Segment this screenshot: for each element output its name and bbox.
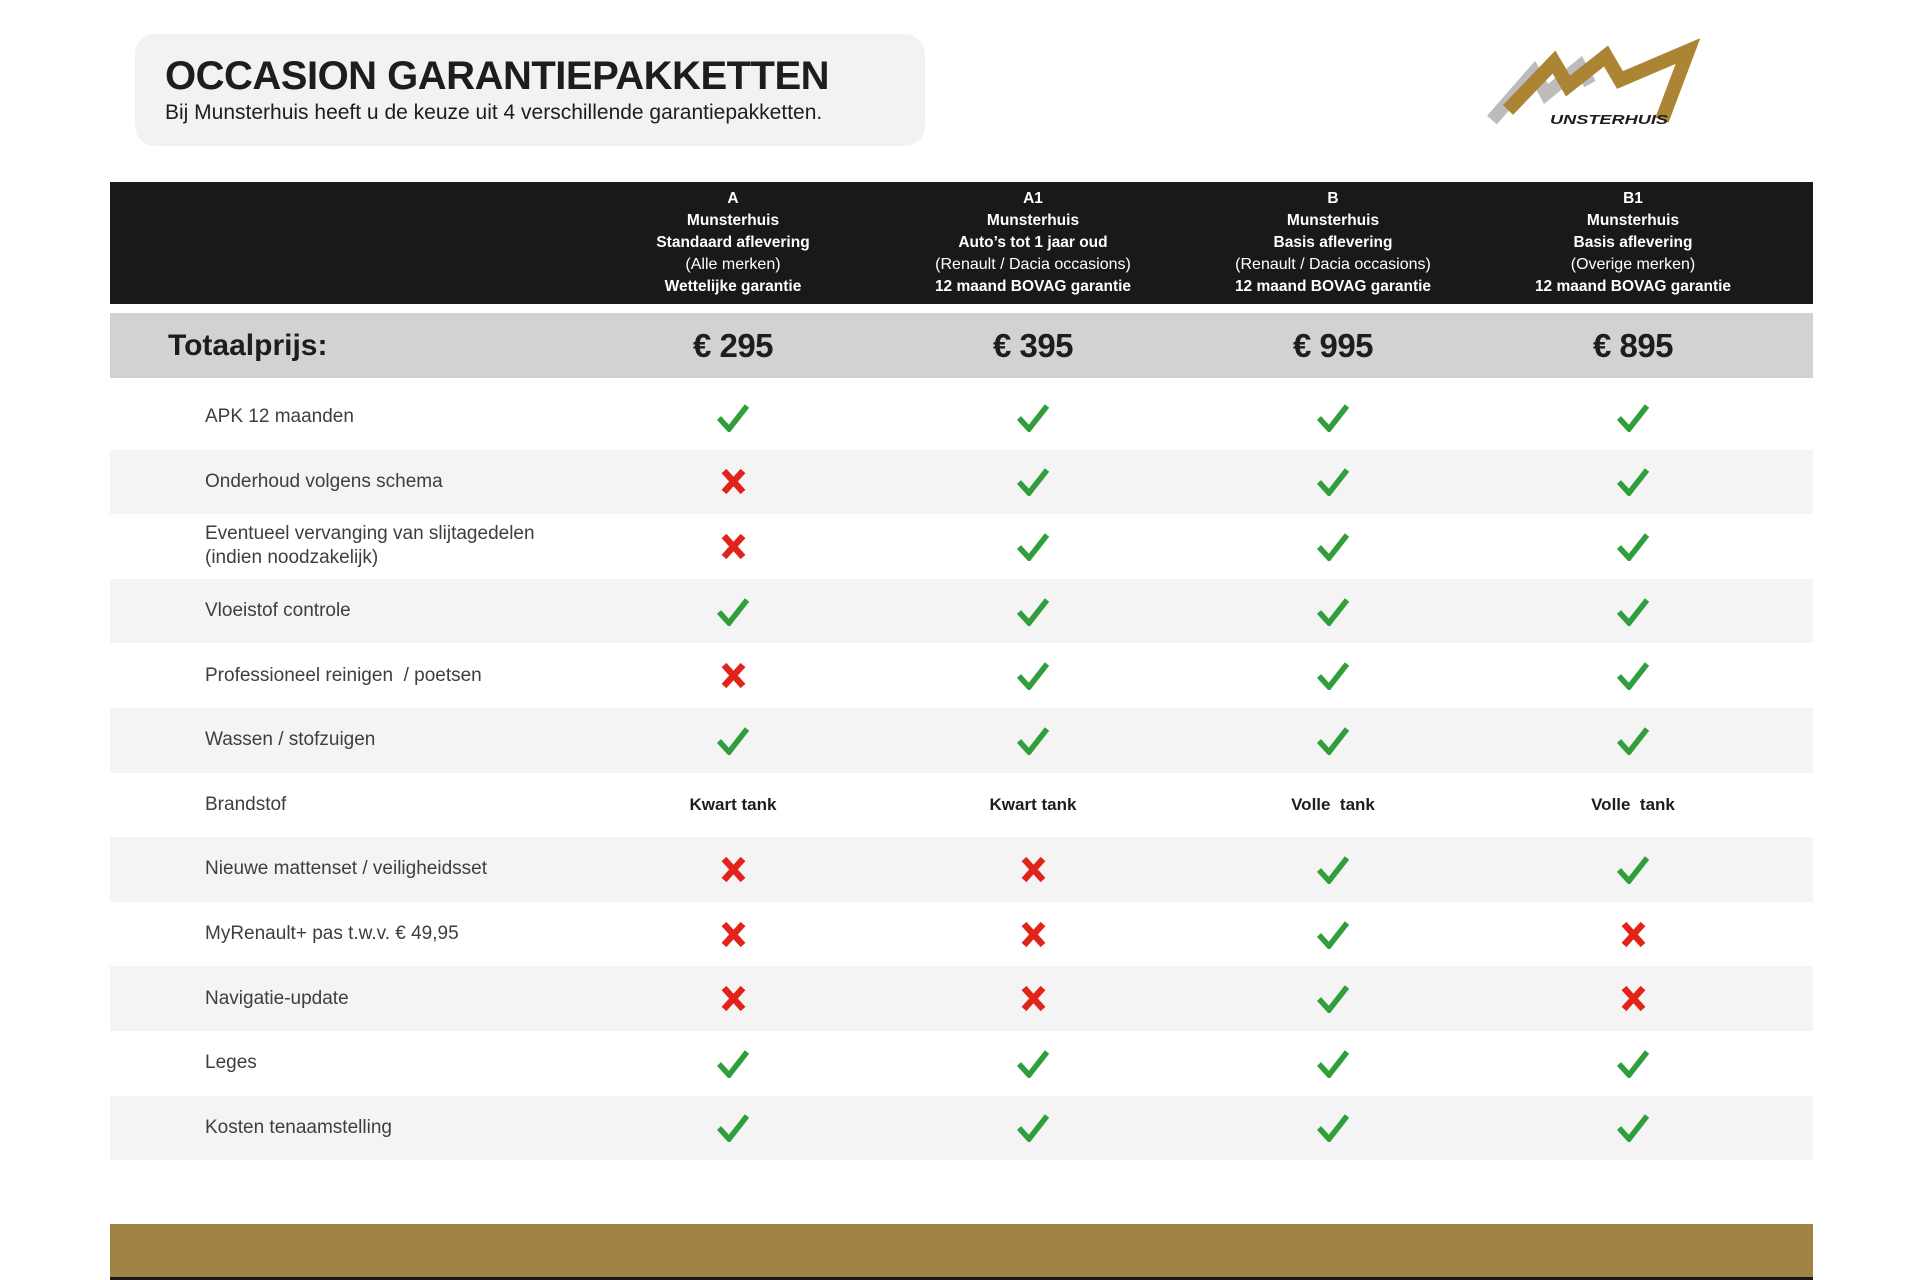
mark-cell	[1483, 1031, 1783, 1096]
feature-row	[110, 643, 1813, 708]
text-value: Volle tank	[1591, 794, 1675, 814]
mark-cell	[883, 1031, 1183, 1096]
feature-row	[110, 450, 1813, 515]
check-icon	[1615, 467, 1651, 496]
check-icon	[715, 403, 751, 432]
package-header-line: 12 maand BOVAG garantie	[934, 278, 1132, 295]
page-title: OCCASION GARANTIEPAKKETTEN	[165, 54, 830, 98]
package-header-line: Auto’s tot 1 jaar oud	[958, 234, 1108, 251]
table-header	[110, 182, 1813, 304]
cross-icon	[1020, 985, 1047, 1012]
mark-cell	[1183, 1031, 1483, 1096]
package-header-line: Basis aflevering	[1573, 234, 1693, 251]
mark-cell	[583, 902, 883, 967]
mark-cell	[883, 966, 1183, 1031]
feature-label: Brandstof	[205, 793, 287, 815]
cross-icon	[1620, 921, 1647, 948]
package-header-line: (Renault / Dacia occasions)	[935, 256, 1131, 273]
check-icon	[1315, 597, 1351, 626]
feature-row	[110, 902, 1813, 967]
feature-label: APK 12 maanden	[205, 406, 354, 428]
mark-cell	[1483, 450, 1783, 515]
feature-label: Wassen / stofzuigen	[205, 729, 376, 751]
check-icon	[1315, 661, 1351, 690]
package-header-line: B1	[1623, 190, 1643, 207]
feature-row	[110, 514, 1813, 579]
check-icon	[1315, 467, 1351, 496]
check-icon	[1015, 726, 1051, 755]
mark-cell	[883, 450, 1183, 515]
mark-cell	[1183, 643, 1483, 708]
mark-cell	[883, 514, 1183, 579]
mark-cell	[883, 902, 1183, 967]
mark-cell	[1483, 385, 1783, 450]
package-column-A	[583, 182, 883, 304]
mark-cell	[1183, 1096, 1483, 1161]
check-icon	[1315, 1113, 1351, 1142]
mark-cell	[883, 773, 1183, 838]
mark-cell	[583, 966, 883, 1031]
check-icon	[1315, 403, 1351, 432]
cross-icon	[1620, 985, 1647, 1012]
text-value: Volle tank	[1291, 794, 1375, 814]
package-header-line: A	[727, 190, 739, 207]
mark-cell	[583, 837, 883, 902]
check-icon	[1315, 920, 1351, 949]
package-header-line: (Renault / Dacia occasions)	[1235, 256, 1431, 273]
mark-cell	[883, 643, 1183, 708]
munsterhuis-logo	[1492, 48, 1722, 128]
cross-icon	[720, 856, 747, 883]
mark-cell	[883, 385, 1183, 450]
mark-cell	[1483, 837, 1783, 902]
price-value: € 395	[992, 327, 1074, 364]
check-icon	[1315, 855, 1351, 884]
check-icon	[1615, 597, 1651, 626]
text-value: Kwart tank	[689, 794, 777, 814]
cross-icon	[720, 985, 747, 1012]
package-column-B1	[1483, 182, 1783, 304]
check-icon	[1615, 661, 1651, 690]
feature-label: Eventueel vervanging van slijtagedelen (indien noodzakelijk)	[205, 523, 535, 569]
mark-cell	[583, 643, 883, 708]
mark-cell	[1183, 450, 1483, 515]
mark-cell	[1483, 1096, 1783, 1161]
page-subtitle: Bij Munsterhuis heeft u de keuze uit 4 verschillende garantiepakketten.	[165, 101, 823, 124]
feature-label: MyRenault+ pas t.w.v. € 49,95	[205, 923, 459, 945]
package-header-line: Munsterhuis	[986, 212, 1080, 229]
package-column-B	[1183, 182, 1483, 304]
text-value: Kwart tank	[989, 794, 1077, 814]
feature-row	[110, 1096, 1813, 1161]
check-icon	[1015, 403, 1051, 432]
cross-icon	[1020, 856, 1047, 883]
feature-label: Leges	[205, 1052, 257, 1074]
check-icon	[1615, 532, 1651, 561]
feature-rows	[110, 385, 1813, 1160]
package-header-line: Munsterhuis	[1286, 212, 1380, 229]
feature-label: Navigatie-update	[205, 987, 349, 1009]
package-header-line: B	[1327, 190, 1339, 207]
mark-cell	[583, 385, 883, 450]
price-value: € 895	[1592, 327, 1674, 364]
mark-cell	[583, 1096, 883, 1161]
mark-cell	[1183, 514, 1483, 579]
package-header-line: Munsterhuis	[686, 212, 780, 229]
cross-icon	[720, 533, 747, 560]
package-header-line: Basis aflevering	[1273, 234, 1393, 251]
feature-label: Vloeistof controle	[205, 600, 351, 622]
check-icon	[715, 1049, 751, 1078]
feature-row	[110, 579, 1813, 644]
title-card	[135, 34, 925, 146]
cross-icon	[720, 468, 747, 495]
check-icon	[1015, 467, 1051, 496]
cross-icon	[720, 921, 747, 948]
feature-label: Nieuwe mattenset / veiligheidsset	[205, 858, 487, 880]
check-icon	[1315, 726, 1351, 755]
mark-cell	[883, 1096, 1183, 1161]
feature-row	[110, 708, 1813, 773]
check-icon	[1315, 1049, 1351, 1078]
package-header-line: A1	[1023, 190, 1043, 207]
mark-cell	[1183, 966, 1483, 1031]
cross-icon	[1020, 921, 1047, 948]
package-header-line: 12 maand BOVAG garantie	[1234, 278, 1432, 295]
price-value: € 995	[1292, 327, 1374, 364]
check-icon	[1315, 532, 1351, 561]
feature-row	[110, 1031, 1813, 1096]
check-icon	[1615, 855, 1651, 884]
price-row-label: Totaalprijs:	[168, 329, 328, 362]
check-icon	[1315, 984, 1351, 1013]
check-icon	[1615, 726, 1651, 755]
mark-cell	[1483, 514, 1783, 579]
mark-cell	[1183, 837, 1483, 902]
feature-row	[110, 837, 1813, 902]
mark-cell	[583, 773, 883, 838]
check-icon	[715, 1113, 751, 1142]
mark-cell	[1183, 773, 1483, 838]
mark-cell	[583, 1031, 883, 1096]
mark-cell	[1483, 643, 1783, 708]
mark-cell	[1483, 708, 1783, 773]
check-icon	[1015, 1113, 1051, 1142]
package-header-line: (Alle merken)	[685, 256, 781, 273]
check-icon	[1015, 532, 1051, 561]
mark-cell	[583, 450, 883, 515]
package-header-line: Munsterhuis	[1586, 212, 1680, 229]
check-icon	[715, 597, 751, 626]
mark-cell	[883, 708, 1183, 773]
price-value: € 295	[692, 327, 774, 364]
mark-cell	[883, 837, 1183, 902]
feature-label: Professioneel reinigen / poetsen	[205, 664, 482, 686]
check-icon	[1615, 1049, 1651, 1078]
feature-row	[110, 966, 1813, 1031]
check-icon	[1615, 403, 1651, 432]
logo-text: UNSTERHUIS	[1550, 112, 1669, 127]
cross-icon	[720, 662, 747, 689]
mark-cell	[583, 514, 883, 579]
mark-cell	[1183, 902, 1483, 967]
package-header-line: 12 maand BOVAG garantie	[1534, 278, 1732, 295]
mark-cell	[1183, 385, 1483, 450]
mark-cell	[1483, 773, 1783, 838]
check-icon	[1015, 597, 1051, 626]
feature-row	[110, 385, 1813, 450]
mark-cell	[1483, 579, 1783, 644]
price-band	[110, 313, 1813, 378]
mark-cell	[583, 708, 883, 773]
mark-cell	[883, 579, 1183, 644]
mark-cell	[1483, 966, 1783, 1031]
check-icon	[715, 726, 751, 755]
check-icon	[1615, 1113, 1651, 1142]
feature-row	[110, 773, 1813, 838]
feature-label: Kosten tenaamstelling	[205, 1116, 392, 1138]
mark-cell	[1183, 708, 1483, 773]
check-icon	[1015, 661, 1051, 690]
package-header-line: Standaard aflevering	[656, 234, 810, 251]
mark-cell	[583, 579, 883, 644]
package-column-A1	[883, 182, 1183, 304]
package-header-line: Wettelijke garantie	[664, 278, 802, 295]
gold-footer-bar	[110, 1224, 1813, 1277]
feature-label: Onderhoud volgens schema	[205, 470, 443, 492]
check-icon	[1015, 1049, 1051, 1078]
package-header-line: (Overige merken)	[1570, 256, 1696, 273]
mark-cell	[1483, 902, 1783, 967]
mark-cell	[1183, 579, 1483, 644]
